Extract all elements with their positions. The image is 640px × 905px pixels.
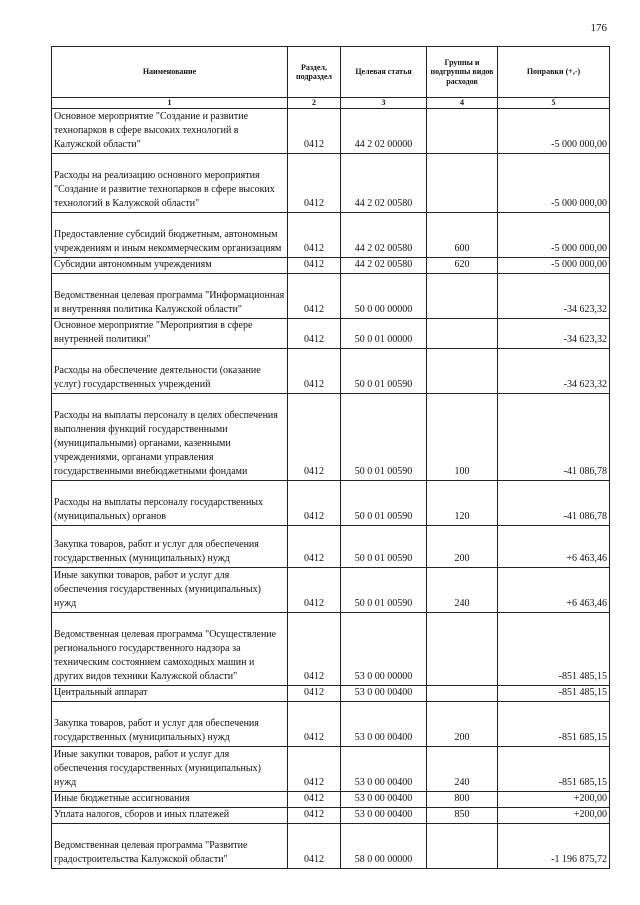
row-target: 50 0 01 00590 xyxy=(341,568,427,613)
row-group xyxy=(427,686,498,702)
table-row xyxy=(52,319,610,349)
row-group xyxy=(427,154,498,213)
row-group: 200 xyxy=(427,702,498,747)
row-name: Расходы на выплаты персоналу в целях обеспечения выполнения функций государственными (муниципальными) органами, казенными учреждениями, органами управления государственными внебюджетными фондами xyxy=(52,394,288,481)
row-section: 0412 xyxy=(288,568,341,613)
row-target: 53 0 00 00400 xyxy=(341,686,427,702)
header-name: Наименование xyxy=(52,47,288,98)
row-name: Ведомственная целевая программа "Развитие градостроительства Калужской области" xyxy=(52,824,288,869)
header-row xyxy=(52,47,610,98)
row-name: Иные закупки товаров, работ и услуг для обеспечения государственных (муниципальных) нужд xyxy=(52,747,288,792)
row-amount: -41 086,78 xyxy=(498,394,610,481)
row-name: Закупка товаров, работ и услуг для обеспечения государственных (муниципальных) нужд xyxy=(52,526,288,568)
row-target: 50 0 01 00590 xyxy=(341,394,427,481)
header-target: Целевая статья xyxy=(341,47,427,98)
table-row xyxy=(52,258,610,274)
row-section: 0412 xyxy=(288,394,341,481)
column-numbers-row xyxy=(52,98,610,109)
row-target: 44 2 02 00580 xyxy=(341,154,427,213)
column-number: 3 xyxy=(341,98,427,109)
table-row xyxy=(52,154,610,213)
row-amount: -41 086,78 xyxy=(498,481,610,526)
row-section: 0412 xyxy=(288,792,341,808)
table-row xyxy=(52,702,610,747)
row-name: Основное мероприятие "Создание и развитие технопарков в сфере высоких технологий в Калужской области" xyxy=(52,109,288,154)
row-section: 0412 xyxy=(288,526,341,568)
row-group xyxy=(427,319,498,349)
row-amount: +200,00 xyxy=(498,792,610,808)
row-group: 620 xyxy=(427,258,498,274)
row-name: Иные бюджетные ассигнования xyxy=(52,792,288,808)
header-section: Раздел, подраздел xyxy=(288,47,341,98)
row-name: Основное мероприятие "Мероприятия в сфере внутренней политики" xyxy=(52,319,288,349)
table-row xyxy=(52,613,610,686)
row-section: 0412 xyxy=(288,109,341,154)
row-group xyxy=(427,109,498,154)
column-number: 4 xyxy=(427,98,498,109)
row-target: 53 0 00 00400 xyxy=(341,747,427,792)
row-group xyxy=(427,274,498,319)
row-amount: -1 196 875,72 xyxy=(498,824,610,869)
row-target: 44 2 02 00580 xyxy=(341,213,427,258)
table-row xyxy=(52,747,610,792)
row-group: 120 xyxy=(427,481,498,526)
row-name: Центральный аппарат xyxy=(52,686,288,702)
row-section: 0412 xyxy=(288,808,341,824)
row-section: 0412 xyxy=(288,213,341,258)
column-number: 5 xyxy=(498,98,610,109)
row-target: 53 0 00 00400 xyxy=(341,808,427,824)
row-section: 0412 xyxy=(288,747,341,792)
row-name: Уплата налогов, сборов и иных платежей xyxy=(52,808,288,824)
row-section: 0412 xyxy=(288,824,341,869)
row-name: Субсидии автономным учреждениям xyxy=(52,258,288,274)
header-amount: Поправки (+,-) xyxy=(498,47,610,98)
row-target: 50 0 01 00590 xyxy=(341,481,427,526)
row-section: 0412 xyxy=(288,613,341,686)
row-group xyxy=(427,824,498,869)
row-name: Иные закупки товаров, работ и услуг для обеспечения государственных (муниципальных) нужд xyxy=(52,568,288,613)
row-group: 800 xyxy=(427,792,498,808)
table-row xyxy=(52,568,610,613)
table-row xyxy=(52,394,610,481)
column-number: 1 xyxy=(52,98,288,109)
row-group: 100 xyxy=(427,394,498,481)
row-amount: -34 623,32 xyxy=(498,274,610,319)
row-section: 0412 xyxy=(288,274,341,319)
row-name: Расходы на выплаты персоналу государственных (муниципальных) органов xyxy=(52,481,288,526)
row-amount: +6 463,46 xyxy=(498,568,610,613)
budget-table xyxy=(51,46,610,869)
table-row xyxy=(52,526,610,568)
page-number: 176 xyxy=(590,22,607,34)
row-section: 0412 xyxy=(288,319,341,349)
table-row xyxy=(52,686,610,702)
row-group: 240 xyxy=(427,747,498,792)
row-section: 0412 xyxy=(288,349,341,394)
row-group: 240 xyxy=(427,568,498,613)
row-amount: +6 463,46 xyxy=(498,526,610,568)
row-name: Ведомственная целевая программа "Осуществление регионального государственного надзора за техническим состоянием самоходных машин и других видов техники Калужской области" xyxy=(52,613,288,686)
row-amount: -5 000 000,00 xyxy=(498,109,610,154)
table-row xyxy=(52,792,610,808)
row-target: 53 0 00 00400 xyxy=(341,702,427,747)
row-target: 50 0 01 00590 xyxy=(341,349,427,394)
row-target: 58 0 00 00000 xyxy=(341,824,427,869)
row-name: Закупка товаров, работ и услуг для обеспечения государственных (муниципальных) нужд xyxy=(52,702,288,747)
row-amount: -5 000 000,00 xyxy=(498,213,610,258)
row-name: Расходы на обеспечение деятельности (оказание услуг) государственных учреждений xyxy=(52,349,288,394)
row-target: 50 0 01 00590 xyxy=(341,526,427,568)
row-amount: -851 685,15 xyxy=(498,702,610,747)
row-amount: +200,00 xyxy=(498,808,610,824)
table-row xyxy=(52,349,610,394)
row-group xyxy=(427,349,498,394)
row-name: Расходы на реализацию основного мероприятия "Создание и развитие технопарков в сфере высоких технологий в Калужской области" xyxy=(52,154,288,213)
row-target: 50 0 00 00000 xyxy=(341,274,427,319)
row-target: 53 0 00 00000 xyxy=(341,613,427,686)
row-target: 44 2 02 00000 xyxy=(341,109,427,154)
header-groups: Группы и подгруппы видов расходов xyxy=(427,47,498,98)
row-amount: -34 623,32 xyxy=(498,319,610,349)
row-amount: -5 000 000,00 xyxy=(498,258,610,274)
row-section: 0412 xyxy=(288,702,341,747)
row-section: 0412 xyxy=(288,258,341,274)
row-amount: -34 623,32 xyxy=(498,349,610,394)
row-amount: -5 000 000,00 xyxy=(498,154,610,213)
table-row xyxy=(52,109,610,154)
row-target: 53 0 00 00400 xyxy=(341,792,427,808)
row-amount: -851 485,15 xyxy=(498,613,610,686)
row-section: 0412 xyxy=(288,154,341,213)
row-group: 600 xyxy=(427,213,498,258)
table-row xyxy=(52,274,610,319)
row-section: 0412 xyxy=(288,481,341,526)
row-group: 850 xyxy=(427,808,498,824)
row-name: Ведомственная целевая программа "Информационная и внутренняя политика Калужской области" xyxy=(52,274,288,319)
row-name: Предоставление субсидий бюджетным, автономным учреждениям и иным некоммерческим организациям xyxy=(52,213,288,258)
table-row xyxy=(52,808,610,824)
row-group xyxy=(427,613,498,686)
table-row xyxy=(52,824,610,869)
row-target: 44 2 02 00580 xyxy=(341,258,427,274)
row-group: 200 xyxy=(427,526,498,568)
row-amount: -851 485,15 xyxy=(498,686,610,702)
row-target: 50 0 01 00000 xyxy=(341,319,427,349)
row-amount: -851 685,15 xyxy=(498,747,610,792)
column-number: 2 xyxy=(288,98,341,109)
table-row xyxy=(52,213,610,258)
table-row xyxy=(52,481,610,526)
row-section: 0412 xyxy=(288,686,341,702)
